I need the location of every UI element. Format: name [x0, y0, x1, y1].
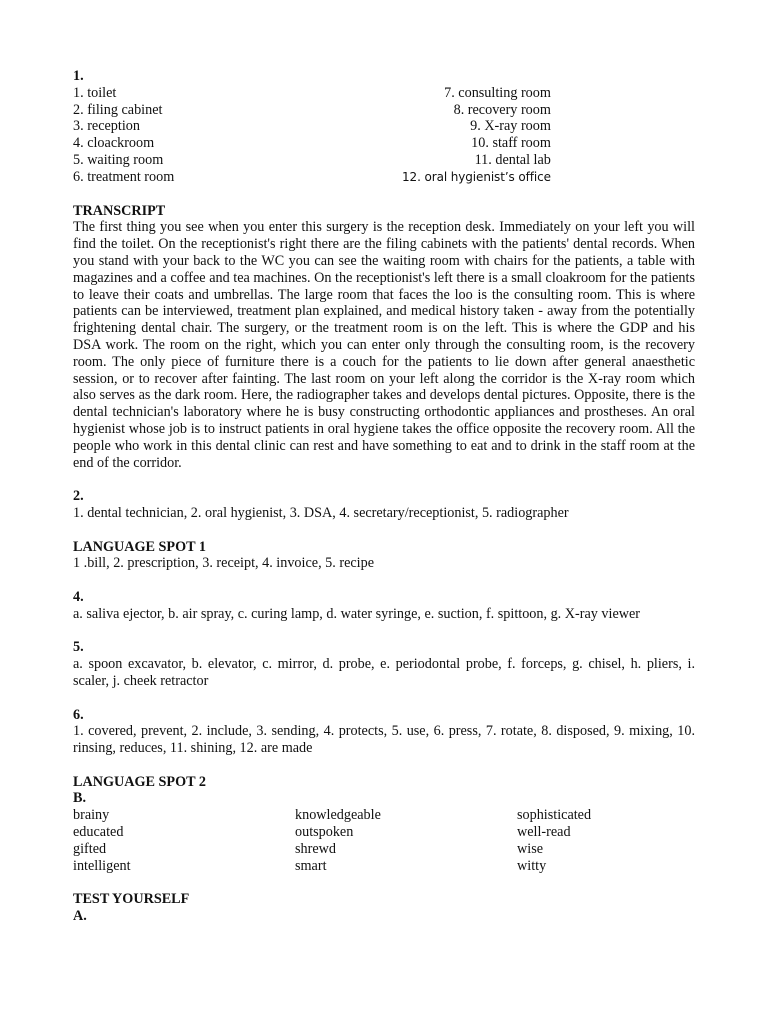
word-cell: smart: [295, 857, 327, 874]
word-cell: wise: [517, 840, 544, 857]
word-cell: witty: [517, 857, 547, 874]
section-4-answers: a. saliva ejector, b. air spray, c. curing lamp, d. water syringe, e. suction, f. spittoon, g. X-ray viewer: [73, 605, 641, 622]
room-item: 10. staff room: [471, 135, 551, 152]
room-list-left: [73, 85, 174, 186]
test-yourself-subheading: A.: [73, 908, 87, 925]
word-cell: knowledgeable: [295, 807, 381, 824]
transcript-heading: TRANSCRIPT: [73, 202, 166, 219]
room-item: 9. X-ray room: [470, 118, 551, 135]
section-6-answers: 1. covered, prevent, 2. include, 3. sending, 4. protects, 5. use, 6. press, 7. rotate, 8. disposed, 9. mixing, 10. rinsing, reduces, 11. shining, 12. are made: [73, 723, 695, 757]
section-1-heading: 1.: [73, 68, 84, 84]
language-spot-1-answers: 1 .bill, 2. prescription, 3. receipt, 4. invoice, 5. recipe: [73, 555, 374, 572]
room-item: 3. reception: [73, 118, 140, 135]
room-item: 2. filing cabinet: [73, 101, 163, 118]
room-item: 7. consulting room: [444, 84, 551, 101]
word-cell: well-read: [517, 824, 571, 841]
section-2-answers: 1. dental technician, 2. oral hygienist, 3. DSA, 4. secretary/receptionist, 5. radiographer: [73, 504, 569, 521]
room-item: 11. dental lab: [474, 151, 551, 168]
room-item: 6. treatment room: [73, 168, 175, 185]
section-5-heading: 5.: [73, 639, 84, 656]
room-item: 5. waiting room: [73, 151, 164, 168]
language-spot-2-subheading: B.: [73, 790, 87, 807]
word-grid: [73, 807, 695, 874]
language-spot-1-heading: LANGUAGE SPOT 1: [73, 538, 206, 555]
word-cell: sophisticated: [517, 807, 592, 824]
word-cell: shrewd: [295, 840, 336, 857]
room-item: 4. cloackroom: [73, 135, 155, 152]
word-cell: intelligent: [73, 857, 131, 874]
section-6-heading: 6.: [73, 706, 84, 723]
test-yourself-heading: TEST YOURSELF: [73, 891, 190, 908]
room-item: 12. oral hygienist’s office: [402, 169, 551, 184]
word-cell: outspoken: [295, 824, 354, 841]
room-item: 8. recovery room: [453, 101, 551, 118]
word-cell: gifted: [73, 840, 107, 857]
room-list-right: [397, 85, 551, 186]
document-page: [73, 68, 695, 925]
transcript-text: The first thing you see when you enter this surgery is the reception desk. Immediately on your left you will find the toilet. On the receptionist's right there are the filing cabinets with the patients' dental records. When you stand with your back to the WC you can see the waiting room with chairs for the patients, a table with magazines and a coffee and tea machines. On the receptionist's left there is a small cloakroom for the patients to leave their coats and umbrellas. The large room that faces the loo is the consulting room. This is where patients can be interviewed, treatment plan explained, and medical history taken - away from the potentially frightening dental chair. The surgery, or the treatment room is on the left. This is where the GDP and his DSA work. The room on the right, which you can enter only through the consulting room, is the recovery room. The only piece of furniture there is a couch for the patients to lie down after general anaesthetic session, or to recover after fainting. The last room on your left along the corridor is the X-ray room which also serves as the dark room. Here, the radiographer takes and develops dental pictures. Opposite, there is the dental technician's laboratory where he is busy constructing orthodontic appliances and prostheses. An oral hygienist whose job is to instruct patients in oral hygiene takes the office opposite the recovery room. All the people who work in this dental clinic can rest and have something to eat and to drink in the staff room at the end of the corridor.: [73, 219, 695, 471]
language-spot-2-heading: LANGUAGE SPOT 2: [73, 773, 206, 790]
room-item: 1. toilet: [73, 84, 117, 101]
room-list: [73, 85, 695, 186]
word-cell: educated: [73, 824, 124, 841]
section-2-heading: 2.: [73, 488, 84, 505]
word-cell: brainy: [73, 807, 110, 824]
section-5-answers: a. spoon excavator, b. elevator, c. mirror, d. probe, e. periodontal probe, f. forceps, g. chisel, h. pliers, i. scaler, j. cheek retractor: [73, 656, 695, 689]
section-4-heading: 4.: [73, 588, 84, 605]
